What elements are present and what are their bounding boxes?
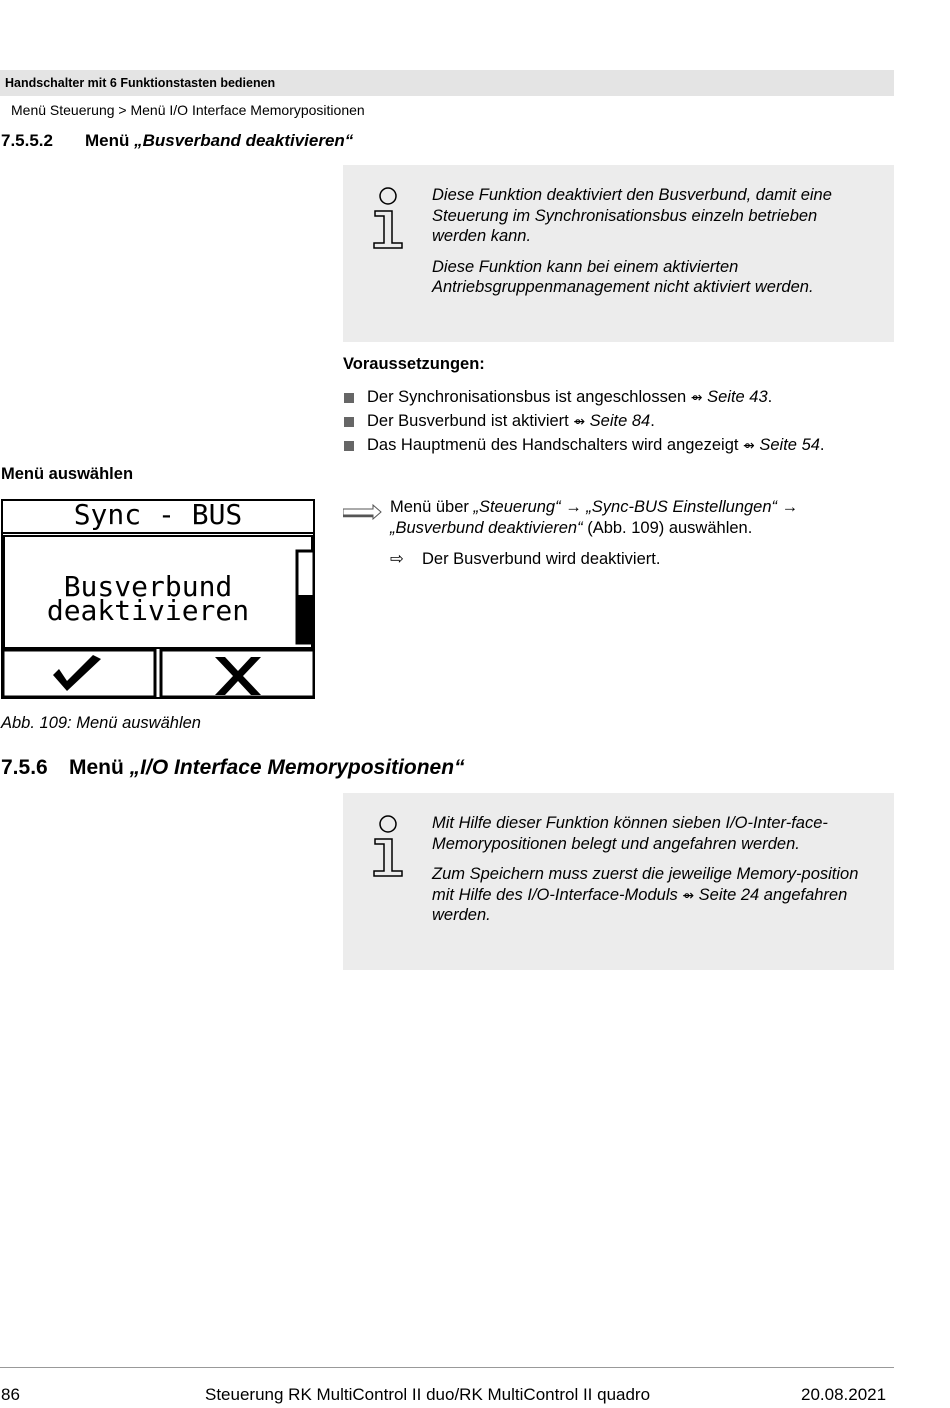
- figure-caption: Abb. 109: Menü auswählen: [1, 714, 201, 732]
- step-instruction: [390, 497, 880, 538]
- page-reference-icon: ⇴: [573, 413, 586, 429]
- step-text: (Abb. 109) auswählen.: [582, 518, 753, 537]
- note-paragraph: Diese Funktion kann bei einem aktivierten Antriebsgruppenmanagement nicht aktiviert werden.: [432, 257, 814, 296]
- footer-date: 20.08.2021: [801, 1385, 887, 1404]
- note-paragraph: [432, 864, 864, 926]
- breadcrumb: Menü Steuerung > Menü I/O Interface Memorypositionen: [11, 102, 365, 118]
- page-reference-link[interactable]: Seite 84: [589, 412, 651, 430]
- section-number: 7.5.6: [1, 756, 48, 779]
- note-paragraph: Diese Funktion deaktiviert den Busverbund, damit eine Steuerung im Synchronisationsbus einzeln betrieben werden kann.: [432, 186, 832, 245]
- note-paragraph: Mit Hilfe dieser Funktion können sieben I/O-Inter-face-Memorypositionen belegt und angefahren werden.: [432, 814, 828, 853]
- step-text: Menü über: [390, 498, 474, 516]
- punctuation: .: [767, 388, 773, 406]
- page-reference-icon: ⇴: [743, 437, 755, 453]
- page-reference-link[interactable]: Seite 43: [707, 388, 768, 406]
- menu-path-steuerung: „Steuerung“: [473, 498, 561, 516]
- page-reference-icon: ⇴: [690, 389, 703, 405]
- arrow-right-icon: →: [777, 498, 799, 516]
- requirements-list: [343, 385, 825, 457]
- requirements-label: Voraussetzungen:: [343, 355, 485, 373]
- info-icon: [371, 815, 405, 877]
- requirement-text: Der Busverbund ist aktiviert: [367, 412, 574, 430]
- page-number: 86: [1, 1385, 20, 1404]
- note-text: Zum Speichern muss zuerst die jeweilige Memory-position mit Hilfe des I/O-Interface-Moduls: [432, 865, 859, 904]
- lcd-screen-figure: [1, 499, 315, 699]
- page-reference-link[interactable]: Seite 54: [759, 436, 820, 454]
- lcd-title: Sync - BUS: [73, 499, 243, 531]
- header-title: Handschalter mit 6 Funktionstasten bedienen: [5, 76, 276, 90]
- footer-divider: [0, 1367, 894, 1368]
- section-title: „Busverband deaktivieren“: [134, 131, 354, 150]
- arrow-right-icon: →: [560, 498, 587, 516]
- requirement-text: Der Synchronisationsbus ist angeschlossen: [367, 388, 691, 406]
- info-icon: [371, 187, 405, 249]
- bullet-square-icon: [344, 393, 354, 403]
- page-reference-icon: ⇴: [682, 886, 695, 903]
- punctuation: .: [650, 412, 655, 430]
- section-title-prefix: Menü: [85, 131, 135, 150]
- list-item: [343, 433, 825, 457]
- page-reference-link[interactable]: Seite 24: [698, 885, 760, 904]
- section-title-prefix: Menü: [69, 756, 130, 779]
- punctuation: .: [819, 436, 825, 454]
- list-item: [343, 385, 825, 409]
- lcd-line-2: deaktivieren: [46, 594, 250, 627]
- lcd-scrollbar-thumb: [297, 595, 314, 643]
- info-note-box: [343, 165, 894, 342]
- bullet-square-icon: [344, 441, 354, 451]
- info-note-box: [343, 793, 894, 970]
- step-arrow-icon: [343, 504, 383, 520]
- section-number: 7.5.5.2: [1, 131, 53, 150]
- footer-document-title: Steuerung RK MultiControl II duo/RK MultiControl II quadro: [205, 1385, 651, 1404]
- section-title: „I/O Interface Memorypositionen“: [129, 756, 465, 779]
- result-text: Der Busverbund wird deaktiviert.: [422, 550, 661, 568]
- section-heading-756: [1, 756, 465, 780]
- list-item: [343, 409, 825, 433]
- side-label: Menü auswählen: [1, 465, 134, 483]
- note-text: angefahren werden.: [432, 885, 848, 924]
- result-arrow-icon: ⇨: [390, 550, 404, 568]
- menu-path-busverbund: „Busverbund deaktivieren“: [390, 518, 583, 537]
- step-result: [390, 549, 660, 570]
- section-heading-7552: [1, 131, 353, 151]
- bullet-square-icon: [344, 417, 354, 427]
- lcd-line-1: Busverbund: [63, 570, 233, 603]
- header-bar: [0, 70, 894, 96]
- menu-path-sync-bus: „Sync-BUS Einstellungen“: [586, 498, 778, 516]
- requirement-text: Das Hauptmenü des Handschalters wird angezeigt: [367, 436, 744, 454]
